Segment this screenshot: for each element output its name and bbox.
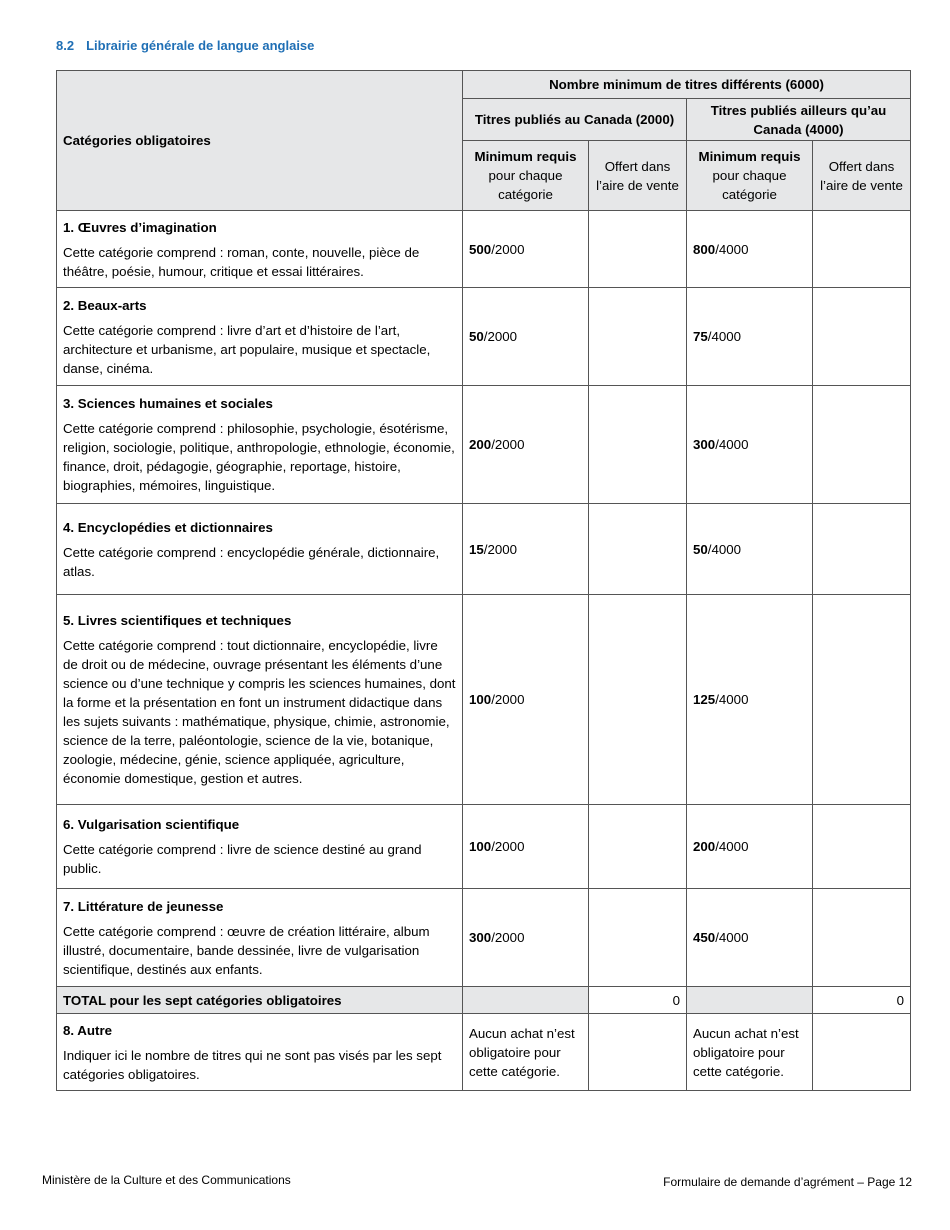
category-row <box>57 288 911 386</box>
el-min-required <box>687 805 813 889</box>
el-min-required <box>687 595 813 805</box>
el-min-total: /4000 <box>715 692 749 707</box>
other-ca-no-purchase: Aucun achat n’est obligatoire pour cette catégorie. <box>463 1014 589 1091</box>
category-title: 2. Beaux-arts <box>63 297 147 313</box>
el-min-value: 450 <box>693 930 716 945</box>
ca-min-required <box>463 386 589 504</box>
ca-min-required <box>463 595 589 805</box>
ca-min-value: 200 <box>469 437 492 452</box>
el-min-required <box>687 386 813 504</box>
category-row <box>57 889 911 987</box>
category-row <box>57 504 911 595</box>
el-min-required <box>687 288 813 386</box>
el-min-required <box>687 504 813 595</box>
ca-min-total: /2000 <box>491 692 525 707</box>
el-min-total: /4000 <box>715 241 749 257</box>
category-description: Cette catégorie comprend : encyclopédie générale, dictionnaire, atlas. <box>63 544 440 579</box>
ca-min-value: 50 <box>469 329 484 344</box>
el-min-value: 200 <box>693 839 716 854</box>
header-canada-group: Titres publiés au Canada (2000) <box>463 99 687 141</box>
section-number: 8.2 <box>56 38 75 53</box>
category-cell <box>57 504 463 595</box>
total-el-offered[interactable]: 0 <box>813 987 911 1014</box>
header-min-rest: pour chaque catégorie <box>712 168 787 202</box>
el-min-total: /4000 <box>715 437 749 452</box>
categories-table <box>56 70 911 1091</box>
total-label: TOTAL pour les sept catégories obligatoires <box>57 987 463 1014</box>
el-min-total: /4000 <box>707 329 742 344</box>
ca-min-value: 500 <box>469 241 492 257</box>
el-min-value: 800 <box>693 241 716 257</box>
category-title: 8. Autre <box>63 1022 113 1038</box>
el-min-value: 300 <box>693 437 716 452</box>
category-cell <box>57 288 463 386</box>
footer-ministry: Ministère de la Culture et des Communications <box>42 1173 291 1187</box>
category-title: 5. Livres scientifiques et techniques <box>63 613 292 628</box>
ca-min-value: 15 <box>469 541 484 557</box>
el-offered-input[interactable] <box>813 889 911 987</box>
category-title: 4. Encyclopédies et dictionnaires <box>63 519 273 535</box>
other-ca-offered-input[interactable] <box>589 1014 687 1091</box>
category-cell <box>57 889 463 987</box>
total-el-min-cell <box>687 987 813 1014</box>
header-categories: Catégories obligatoires <box>57 71 463 211</box>
el-min-value: 50 <box>693 541 708 557</box>
ca-offered-input[interactable] <box>589 504 687 595</box>
el-offered-input[interactable] <box>813 504 911 595</box>
category-cell <box>57 805 463 889</box>
ca-min-required <box>463 889 589 987</box>
ca-min-required <box>463 288 589 386</box>
el-min-total: /4000 <box>707 541 742 557</box>
header-min-bold: Minimum requis <box>698 149 801 164</box>
total-ca-offered[interactable]: 0 <box>589 987 687 1014</box>
category-description: Indiquer ici le nombre de titres qui ne sont pas visés par les sept catégories obligatoires. <box>63 1047 442 1082</box>
category-title: 1. Œuvres d’imagination <box>63 219 217 235</box>
category-description: Cette catégorie comprend : œuvre de création littéraire, album illustré, documentaire, bande dessinée, livre de vulgarisation scientifique, destinés aux enfants. <box>63 923 430 977</box>
ca-offered-input[interactable] <box>589 805 687 889</box>
total-ca-min-cell <box>463 987 589 1014</box>
el-offered-input[interactable] <box>813 386 911 504</box>
ca-min-value: 100 <box>469 839 492 854</box>
footer-page: Formulaire de demande d’agrément – Page 12 <box>663 1175 912 1189</box>
category-description: Cette catégorie comprend : roman, conte, nouvelle, pièce de théâtre, poésie, humour, critique et essai littéraires. <box>63 244 420 279</box>
ca-min-total: /2000 <box>483 541 518 557</box>
section-heading <box>56 38 314 53</box>
ca-offered-input[interactable] <box>589 211 687 288</box>
category-cell <box>57 211 463 288</box>
el-offered-input[interactable] <box>813 595 911 805</box>
ca-min-required <box>463 805 589 889</box>
category-description: Cette catégorie comprend : livre de science destiné au grand public. <box>63 842 422 876</box>
header-ca-min-required <box>463 141 589 211</box>
ca-min-total: /2000 <box>491 437 525 452</box>
other-el-offered-input[interactable] <box>813 1014 911 1091</box>
category-title: 6. Vulgarisation scientifique <box>63 817 240 832</box>
category-description: Cette catégorie comprend : tout dictionnaire, encyclopédie, livre de droit ou de médecine, ouvrage présentant les éléments d’une science ou d’une technique y compris les sciences humaines, dont la forme et la présentation en font un instrument didactique dans les sujets suivants : mathématique, physique, chimie, astronomie, science de la terre, paléontologie, science de la vie, botanique, zoologie, médecine, génie, science appliquée, agriculture, économie domestique, gestion et autres. <box>63 638 456 786</box>
ca-offered-input[interactable] <box>589 386 687 504</box>
header-el-min-required <box>687 141 813 211</box>
el-min-total: /4000 <box>715 839 749 854</box>
el-min-required <box>687 211 813 288</box>
ca-offered-input[interactable] <box>589 595 687 805</box>
header-el-offered: Offert dans l’aire de vente <box>813 141 911 211</box>
category-cell <box>57 386 463 504</box>
ca-min-total: /2000 <box>491 930 525 945</box>
ca-min-total: /2000 <box>491 241 525 257</box>
el-min-value: 125 <box>693 692 716 707</box>
category-description: Cette catégorie comprend : philosophie, psychologie, ésotérisme, religion, sociologie, politique, anthropologie, ethnologie, économie, finance, droit, pédagogie, géographie, reportage, histoire, biographies, mémoires, linguistique. <box>63 421 455 493</box>
header-min-bold: Minimum requis <box>474 149 577 164</box>
category-row <box>57 595 911 805</box>
header-elsewhere-group: Titres publiés ailleurs qu’au Canada (4000) <box>687 99 911 141</box>
el-offered-input[interactable] <box>813 211 911 288</box>
ca-offered-input[interactable] <box>589 288 687 386</box>
ca-min-total: /2000 <box>483 329 518 344</box>
ca-min-required <box>463 211 589 288</box>
ca-offered-input[interactable] <box>589 889 687 987</box>
header-ca-offered: Offert dans l’aire de vente <box>589 141 687 211</box>
category-title: 3. Sciences humaines et sociales <box>63 396 273 411</box>
ca-min-value: 300 <box>469 930 492 945</box>
el-min-value: 75 <box>693 329 708 344</box>
header-min-titles: Nombre minimum de titres différents (6000) <box>463 71 911 99</box>
other-el-no-purchase: Aucun achat n’est obligatoire pour cette catégorie. <box>687 1014 813 1091</box>
el-min-required <box>687 889 813 987</box>
section-title: Librairie générale de langue anglaise <box>86 38 315 53</box>
category-row <box>57 805 911 889</box>
category-description: Cette catégorie comprend : livre d’art et d’histoire de l’art, architecture et urbanisme, art populaire, musique et spectacle, danse, cinéma. <box>63 322 431 376</box>
el-offered-input[interactable] <box>813 288 911 386</box>
el-min-total: /4000 <box>715 930 749 945</box>
el-offered-input[interactable] <box>813 805 911 889</box>
ca-min-required <box>463 504 589 595</box>
header-min-rest: pour chaque catégorie <box>488 168 563 202</box>
category-row <box>57 211 911 288</box>
ca-min-total: /2000 <box>491 839 525 854</box>
category-cell-other <box>57 1014 463 1091</box>
category-title: 7. Littérature de jeunesse <box>63 898 224 914</box>
category-cell <box>57 595 463 805</box>
category-row <box>57 386 911 504</box>
ca-min-value: 100 <box>469 692 492 707</box>
